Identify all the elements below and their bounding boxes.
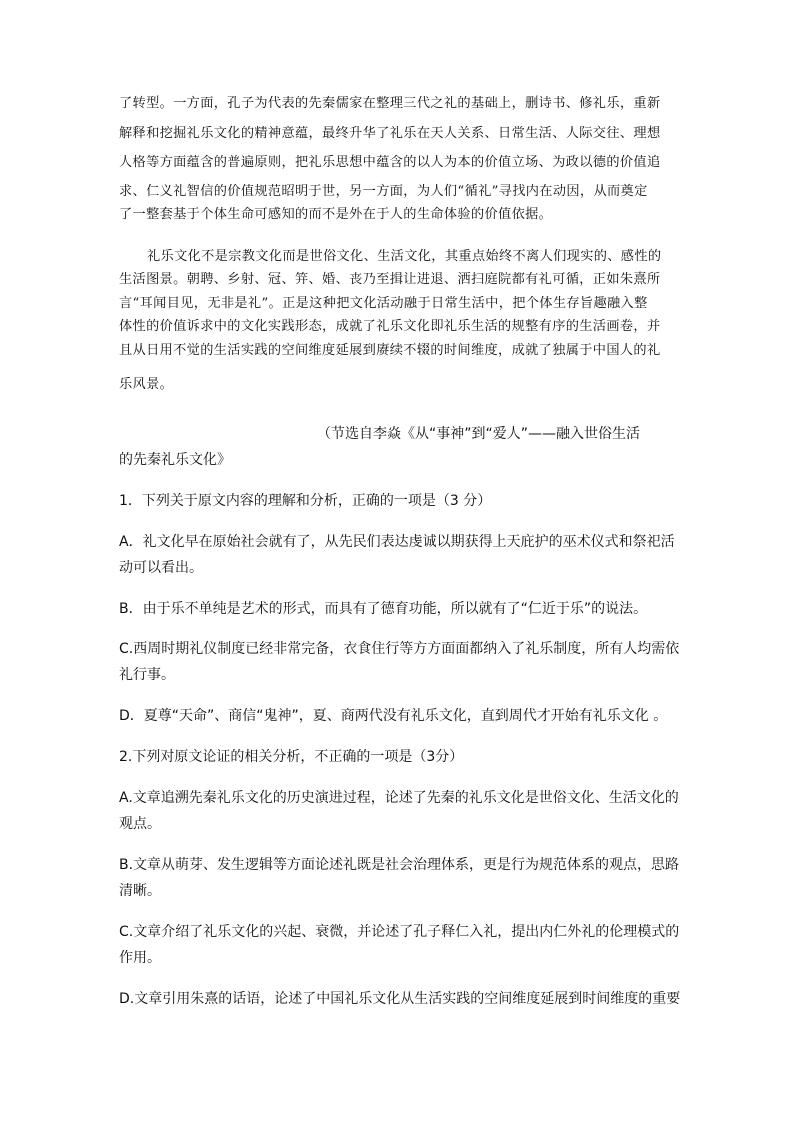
option-b: B.文章从萌芽、发生逻辑等方面论述礼既是社会治理体系，更是行为规范体系的观点，思路 — [119, 857, 680, 873]
text-line: 解释和挖掘礼乐文化的精神意蕴，最终升华了礼乐在天人关系、日常生活、人际交往、理想 — [119, 126, 661, 141]
question-stem: 1．下列关于原文内容的理解和分析，正确的一项是（3 分） — [119, 493, 492, 509]
option-b: B．由于乐不单纯是艺术的形式，而具有了德育功能，所以就有了“仁近于乐”的说法。 — [119, 601, 648, 617]
text-line: 人格等方面蕴含的普遍原则，把礼乐思想中蕴含的以人为本的价值立场、为政以德的价值追 — [119, 155, 661, 170]
option-c-continued: 作用。 — [119, 950, 161, 966]
question-stem: 2.下列对原文论证的相关分析，不正确的一项是（3分） — [119, 749, 464, 765]
option-d: D．夏尊“天命”、商信“鬼神”，夏、商两代没有礼乐文化，直到周代才开始有礼乐文化 。 — [119, 708, 668, 724]
option-a-continued: 动可以看出。 — [119, 560, 203, 576]
source-line: （节选自李焱《从“事神”到“爱人”——融入世俗生活 — [317, 426, 641, 442]
text-line: 生活图景。朝聘、乡射、冠、笄、婚、丧乃至揖让进退、洒扫庭院都有礼可循，正如朱熹所 — [119, 272, 661, 287]
source-line: 的先秦礼乐文化》 — [119, 452, 231, 468]
text-line: 且从日用不觉的生活实践的空间维度延展到赓续不辍的时间维度，成就了独属于中国人的礼 — [119, 343, 661, 358]
option-a-continued: 观点。 — [119, 816, 161, 832]
option-c-continued: 礼行事。 — [119, 667, 175, 683]
text-line: 了转型。一方面，孔子为代表的先秦儒家在整理三代之礼的基础上，删诗书、修礼乐，重新 — [119, 96, 661, 111]
option-d: D.文章引用朱熹的话语，论述了中国礼乐文化从生活实践的空间维度延展到时间维度的重要 — [119, 991, 681, 1007]
text-line: 体性的价值诉求中的文化实践形态，成就了礼乐文化即礼乐生活的规整有序的生活画卷，并 — [119, 319, 661, 334]
option-a: A.文章追溯先秦礼乐文化的历史演进过程，论述了先秦的礼乐文化是世俗文化、生活文化的 — [119, 790, 679, 806]
text-line: 了一整套基于个体生命可感知的而不是外在于人的生命体验的价值依据。 — [119, 207, 553, 222]
option-c: C.西周时期礼仪制度已经非常完备，衣食住行等方方面面都纳入了礼乐制度，所有人均需依 — [119, 641, 680, 657]
text-line: 求、仁义礼智信的价值规范昭明于世，另一方面，为人们“循礼”寻找内在动因，从而奠定 — [119, 184, 648, 199]
text-line: 言“耳闻目见，无非是礼”。正是这种把文化活动融于日常生活中，把个体生存旨趣融入整 — [119, 296, 648, 311]
option-a: A．礼文化早在原始社会就有了，从先民们表达虔诚以期获得上天庇护的巫术仪式和祭祀活 — [119, 534, 675, 550]
option-c: C.文章介绍了礼乐文化的兴起、衰微，并论述了孔子释仁入礼，提出内仁外礼的伦理模式的 — [119, 924, 680, 940]
option-b-continued: 清晰。 — [119, 883, 161, 899]
text-line: 乐风景。 — [119, 377, 174, 392]
text-line: 礼乐文化不是宗教文化而是世俗文化、生活文化，其重点始终不离人们现实的、感性的 — [147, 249, 662, 264]
